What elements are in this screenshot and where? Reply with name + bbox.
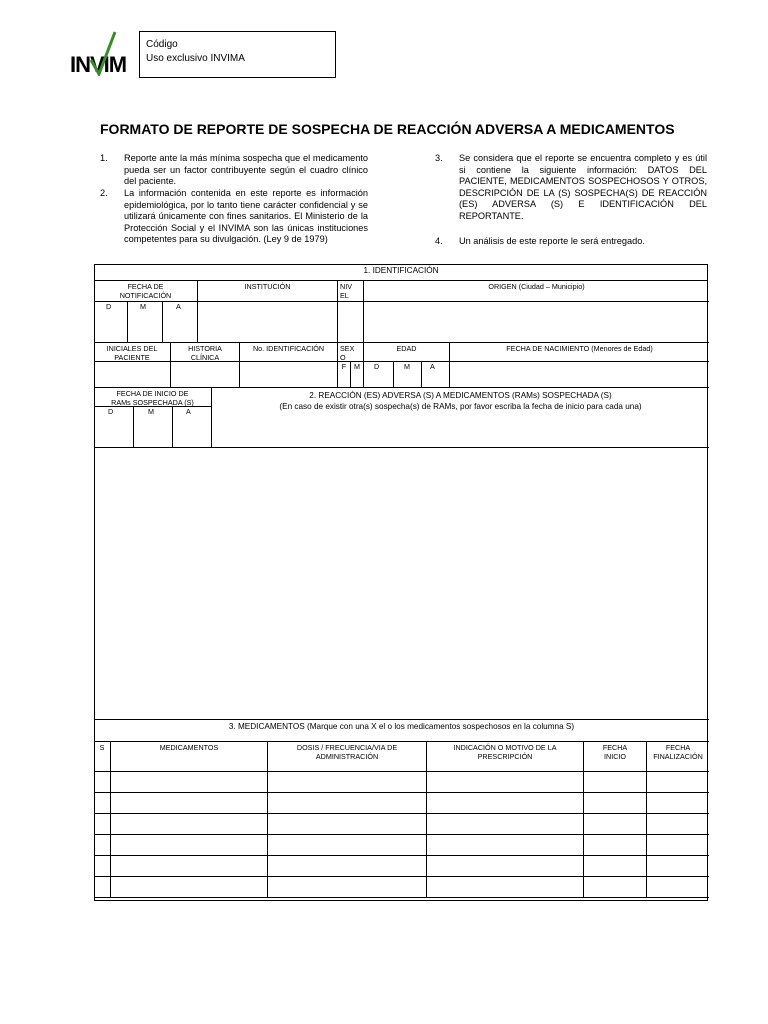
medication-cell[interactable] [94,813,111,835]
medication-cell[interactable] [267,876,427,898]
month-label: M [148,407,154,416]
notification-date-header: FECHA DE NOTIFICACIÓN [94,280,198,302]
instruction-number: 1. [100,153,108,163]
col-suspect-header: S [94,741,111,772]
clinical-history-header: HISTORIA CLÍNICA [170,342,240,362]
notification-month-input[interactable] [127,301,163,343]
month-label: M [140,302,146,311]
birthdate-header: FECHA DE NACIMIENTO (Menores de Edad) [449,342,709,362]
male-label: M [354,362,360,371]
patient-initials-input[interactable] [94,361,171,388]
medication-cell[interactable] [110,855,268,877]
code-box [139,31,336,78]
medication-cell[interactable] [426,834,584,856]
section3-title: 3. MEDICAMENTOS (Marque con una X el o los medicamentos sospechosos en la columna S) [94,719,709,742]
page-title: FORMATO DE REPORTE DE SOSPECHA DE REACCIÓN ADVERSA A MEDICAMENTOS [100,121,675,137]
medication-cell[interactable] [94,876,111,898]
ram-month-input[interactable] [133,406,173,448]
instruction-3 [435,153,707,235]
medication-cell[interactable] [110,834,268,856]
age-year-input[interactable] [421,361,450,388]
section2-subtitle: (En caso de existir otra(s) sospecha(s) de RAMs, por favor escriba la fecha de inicio para cada una) [279,402,642,411]
clinical-history-input[interactable] [170,361,240,388]
exclusive-use-label: Uso exclusivo INVIMA [146,53,245,64]
check-icon [88,30,118,76]
medication-cell[interactable] [426,771,584,793]
medication-cell[interactable] [583,792,647,814]
level-header: NIV EL [337,280,364,302]
instruction-text: Se considera que el reporte se encuentra completo y es útil si contiene la siguiente información: DATOS DEL PACIENTE, MEDICAMENTOS SOSPECHOSOS Y OTROS, DESCRIPCIÓN DE LA (S) SOSPECHA(S) DE REACCIÓN (ES) ADVERSA (S) E IDENTIFICACIÓN DEL REPORTANTE. [459,153,707,221]
medication-cell[interactable] [94,792,111,814]
level-input[interactable] [337,301,364,343]
instruction-text: Un análisis de este reporte le será entregado. [459,236,645,246]
origin-header: ORIGEN (Ciudad – Municipio) [363,280,709,302]
col-start-date-header: FECHA INICIO [583,741,647,772]
day-label: D [374,362,380,371]
sex-female-input[interactable] [337,361,351,388]
medication-cell[interactable] [110,876,268,898]
medication-cell[interactable] [94,771,111,793]
medication-cell[interactable] [426,876,584,898]
col-end-date-header: FECHA FINALIZACIÓN [646,741,709,772]
medication-cell[interactable] [646,813,709,835]
female-label: F [341,362,347,371]
medication-cell[interactable] [426,855,584,877]
ram-year-input[interactable] [172,406,212,448]
section2-title: 2. REACCIÓN (ES) ADVERSA (S) A MEDICAMENTOS (RAMs) SOSPECHADA (S) [309,391,612,400]
id-number-input[interactable] [239,361,338,388]
ram-day-input[interactable] [94,406,134,448]
origin-input[interactable] [363,301,709,343]
ram-start-date-header: FECHA DE INICIO DE RAMs SOSPECHADA (S) [94,387,212,407]
medication-cell[interactable] [267,855,427,877]
age-day-input[interactable] [363,361,394,388]
medication-cell[interactable] [583,876,647,898]
section2-header [211,387,709,448]
medication-cell[interactable] [267,813,427,835]
year-label: A [176,302,181,311]
col-indication-header: INDICACIÓN O MOTIVO DE LA PRESCRIPCIÓN [426,741,584,772]
birthdate-input[interactable] [449,361,709,388]
col-dose-header: DOSIS / FRECUENCIA/VIA DE ADMINISTRACIÓN [267,741,427,772]
medication-cell[interactable] [267,771,427,793]
medication-cell[interactable] [94,855,111,877]
medication-cell[interactable] [426,792,584,814]
medication-cell[interactable] [426,813,584,835]
medication-cell[interactable] [646,834,709,856]
medication-cell[interactable] [583,813,647,835]
institution-input[interactable] [197,301,338,343]
year-label: A [186,407,191,416]
medication-cell[interactable] [267,834,427,856]
day-label: D [108,407,114,416]
sex-header: SEX O [337,342,364,362]
instruction-4 [435,236,707,250]
id-number-header: No. IDENTIFICACIÓN [239,342,338,362]
logo-text: INVIM [70,52,127,77]
medication-cell[interactable] [646,876,709,898]
invima-logo [70,30,132,80]
instruction-1 [100,153,368,189]
code-label: Código [146,39,178,50]
medication-cell[interactable] [267,792,427,814]
instruction-number: 4. [435,236,443,246]
patient-initials-header: INICIALES DEL PACIENTE [94,342,171,362]
year-label: A [430,362,435,371]
medication-cell[interactable] [583,771,647,793]
age-header: EDAD [363,342,450,362]
medication-cell[interactable] [583,834,647,856]
medication-cell[interactable] [110,813,268,835]
report-form [94,264,708,901]
age-month-input[interactable] [393,361,422,388]
instruction-text: La información contenida en este reporte es información epidemiológica, por lo tanto tiene carácter confidencial y se utilizará únicamente con fines sanitarios. El Ministerio de la Protección Social y el INVIMA son las únicas instituciones competentes para su divulgación. (Ley 9 de 1979) [124,188,368,245]
medication-cell[interactable] [110,771,268,793]
col-medication-header: MEDICAMENTOS [110,741,268,772]
day-label: D [106,302,112,311]
sex-male-input[interactable] [350,361,364,388]
instruction-2 [100,188,368,264]
medication-cell[interactable] [94,834,111,856]
reaction-description-area[interactable] [94,447,709,720]
medication-cell[interactable] [646,771,709,793]
medication-cell[interactable] [583,855,647,877]
section1-title: 1. IDENTIFICACIÓN [94,264,708,281]
medication-cell[interactable] [646,792,709,814]
instruction-text: Reporte ante la más mínima sospecha que el medicamento pueda ser un factor contribuyente según el cuadro clínico del paciente. [124,153,368,187]
instruction-number: 3. [435,153,443,163]
medication-cell[interactable] [110,792,268,814]
instruction-number: 2. [100,188,108,198]
month-label: M [404,362,410,371]
notification-day-input[interactable] [94,301,128,343]
notification-year-input[interactable] [162,301,198,343]
medication-cell[interactable] [646,855,709,877]
institution-header: INSTITUCIÓN [197,280,338,302]
